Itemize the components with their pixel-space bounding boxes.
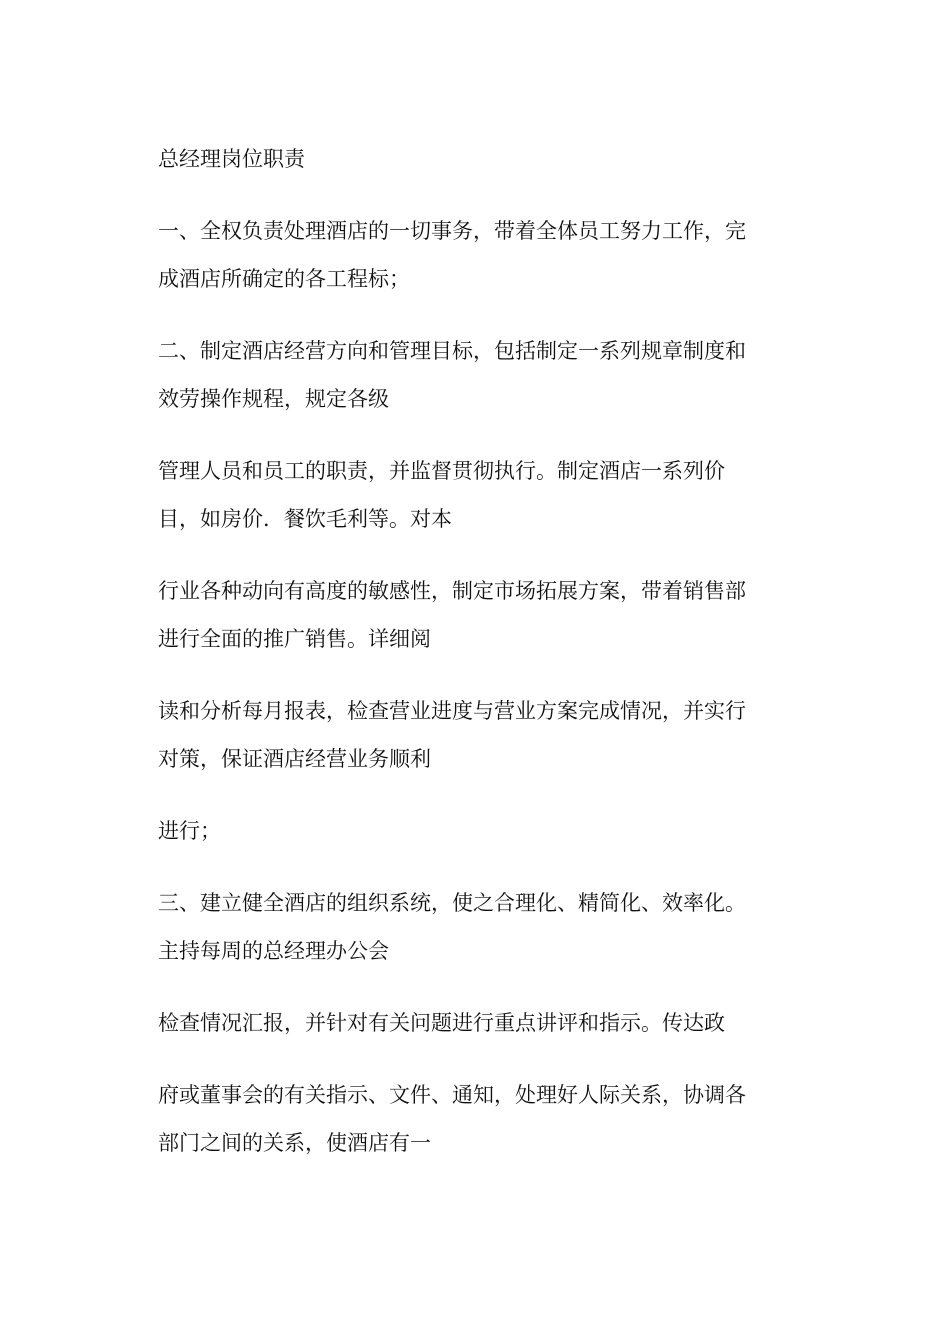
paragraph-5	[158, 687, 790, 783]
text-line: 二、制定酒店经营方向和管理目标，包括制定一系列规章制度和	[158, 339, 746, 363]
text-line: 进行全面的推广销售。详细阅	[158, 627, 431, 651]
text-line: 一、全权负责处理酒店的一切事务，带着全体员工努力工作，完	[158, 219, 746, 243]
text-line: 主持每周的总经理办公会	[158, 939, 389, 963]
paragraph-6	[158, 807, 790, 855]
text-line: 目，如房价．餐饮毛利等。对本	[158, 507, 452, 531]
text-line: 行业各种动向有高度的敏感性，制定市场拓展方案，带着销售部	[158, 579, 746, 603]
paragraph-9	[158, 1071, 790, 1167]
text-line: 读和分析每月报表，检查营业进度与营业方案完成情况，并实行	[158, 699, 746, 723]
text-line: 府或董事会的有关指示、文件、通知，处理好人际关系，协调各	[158, 1083, 746, 1107]
paragraph-3	[158, 447, 790, 543]
text-line: 进行；	[158, 819, 221, 843]
text-line: 效劳操作规程，规定各级	[158, 387, 389, 411]
paragraph-7	[158, 879, 790, 975]
paragraph-8	[158, 999, 790, 1047]
text-line: 成酒店所确定的各工程标；	[158, 267, 410, 291]
document-body	[158, 135, 790, 1191]
text-line: 检查情况汇报，并针对有关问题进行重点讲评和指示。传达政	[158, 1011, 725, 1035]
text-line: 部门之间的关系，使酒店有一	[158, 1131, 431, 1155]
text-line: 三、建立健全酒店的组织系统，使之合理化、精简化、效率化。	[158, 891, 746, 915]
text-line: 对策，保证酒店经营业务顺利	[158, 747, 431, 771]
text-line: 管理人员和员工的职责，并监督贯彻执行。制定酒店一系列价	[158, 459, 725, 483]
paragraph-4	[158, 567, 790, 663]
paragraph-2	[158, 327, 790, 423]
paragraph-1	[158, 207, 790, 303]
document-title: 总经理岗位职责	[158, 147, 305, 171]
